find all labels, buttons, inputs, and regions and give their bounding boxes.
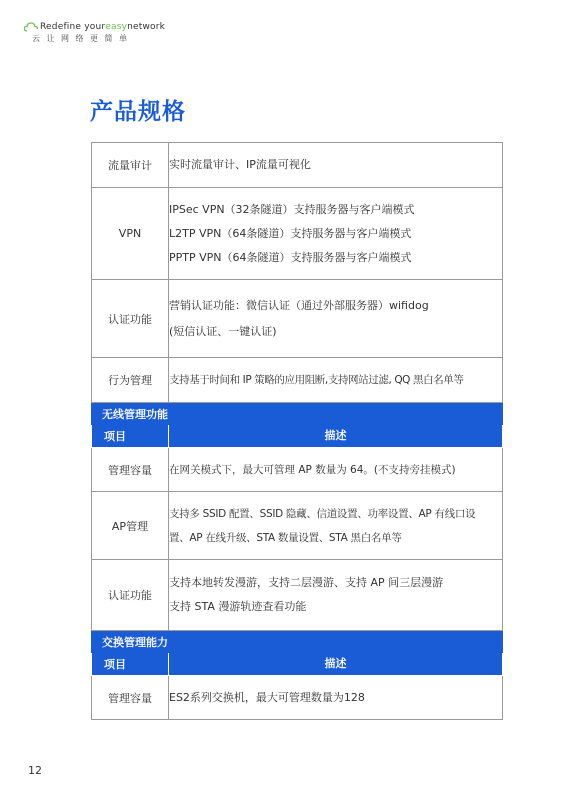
header-logo: [24, 22, 224, 44]
desc-line: 支持基于时间和 IP 策略的应用阻断,支持网站过滤, QQ 黑白名单等: [169, 374, 464, 386]
desc-line: PPTP VPN（64条隧道）支持服务器与客户端模式: [169, 250, 412, 264]
row-label: 认证功能: [92, 280, 169, 358]
desc-line: 置、AP 在线升级、STA 数量设置、STA 黑白名单等: [169, 531, 402, 544]
row-label: 管理容量: [92, 448, 169, 492]
table-row: [92, 676, 503, 720]
logo-subtitle: 云让网络更简单: [32, 34, 134, 43]
col-header-desc: 描述: [169, 653, 503, 676]
desc-line: 在网关模式下，最大可管理 AP 数量为 64。(不支持旁挂模式): [169, 463, 456, 476]
row-desc: [169, 143, 503, 188]
cloud-icon: [24, 22, 38, 32]
desc-line: 支持多 SSID 配置、SSID 隐藏、信道设置、功率设置、AP 有线口设: [169, 507, 476, 520]
row-label: 流量审计: [92, 143, 169, 188]
desc-line: 实时流量审计、IP流量可视化: [169, 158, 311, 171]
desc-line: 支持 STA 漫游轨迹查看功能: [169, 600, 307, 613]
row-desc: [169, 358, 503, 403]
row-label: VPN: [92, 188, 169, 280]
row-desc: [169, 280, 503, 358]
row-label: 管理容量: [92, 676, 169, 720]
row-desc: [169, 188, 503, 280]
table-row: [92, 280, 503, 358]
desc-line: L2TP VPN（64条隧道）支持服务器与客户端模式: [169, 226, 412, 240]
logo-tagline-pre: Rede: [40, 22, 64, 32]
row-label: 认证功能: [92, 560, 169, 631]
section-title: 交换管理能力: [92, 631, 503, 653]
row-desc: [169, 676, 503, 720]
table-row: [92, 560, 503, 631]
table-row: [92, 492, 503, 560]
logo-tagline-mid: fine your: [63, 22, 106, 32]
table-row: [92, 143, 503, 188]
row-desc: [169, 448, 503, 492]
section-header-wireless: [92, 403, 503, 425]
column-header-row: [92, 425, 503, 448]
logo-tagline-post: network: [127, 22, 166, 32]
spec-table: [91, 142, 503, 720]
page-title: 产品规格: [90, 99, 186, 125]
desc-line: IPSec VPN（32条隧道）支持服务器与客户端模式: [169, 202, 415, 216]
desc-line: (短信认证、一键认证): [169, 324, 277, 338]
column-header-row: [92, 653, 503, 676]
table-row: [92, 448, 503, 492]
table-row: [92, 358, 503, 403]
desc-line: ES2系列交换机，最大可管理数量为128: [169, 690, 365, 704]
row-desc: [169, 560, 503, 631]
col-header-item: 项目: [92, 653, 169, 676]
logo-tagline: [24, 22, 224, 32]
col-header-item: 项目: [92, 425, 169, 448]
desc-line: 支持本地转发漫游，支持二层漫游、支持 AP 间三层漫游: [169, 576, 444, 589]
desc-line: 营销认证功能：微信认证（通过外部服务器）wifidog: [169, 298, 429, 312]
row-desc: [169, 492, 503, 560]
page-number: 12: [28, 764, 42, 777]
col-header-desc: 描述: [169, 425, 503, 448]
row-label: AP管理: [92, 492, 169, 560]
logo-tagline-accent: easy: [105, 22, 128, 32]
section-header-switch: [92, 631, 503, 653]
section-title: 无线管理功能: [92, 403, 503, 425]
row-label: 行为管理: [92, 358, 169, 403]
table-row: [92, 188, 503, 280]
